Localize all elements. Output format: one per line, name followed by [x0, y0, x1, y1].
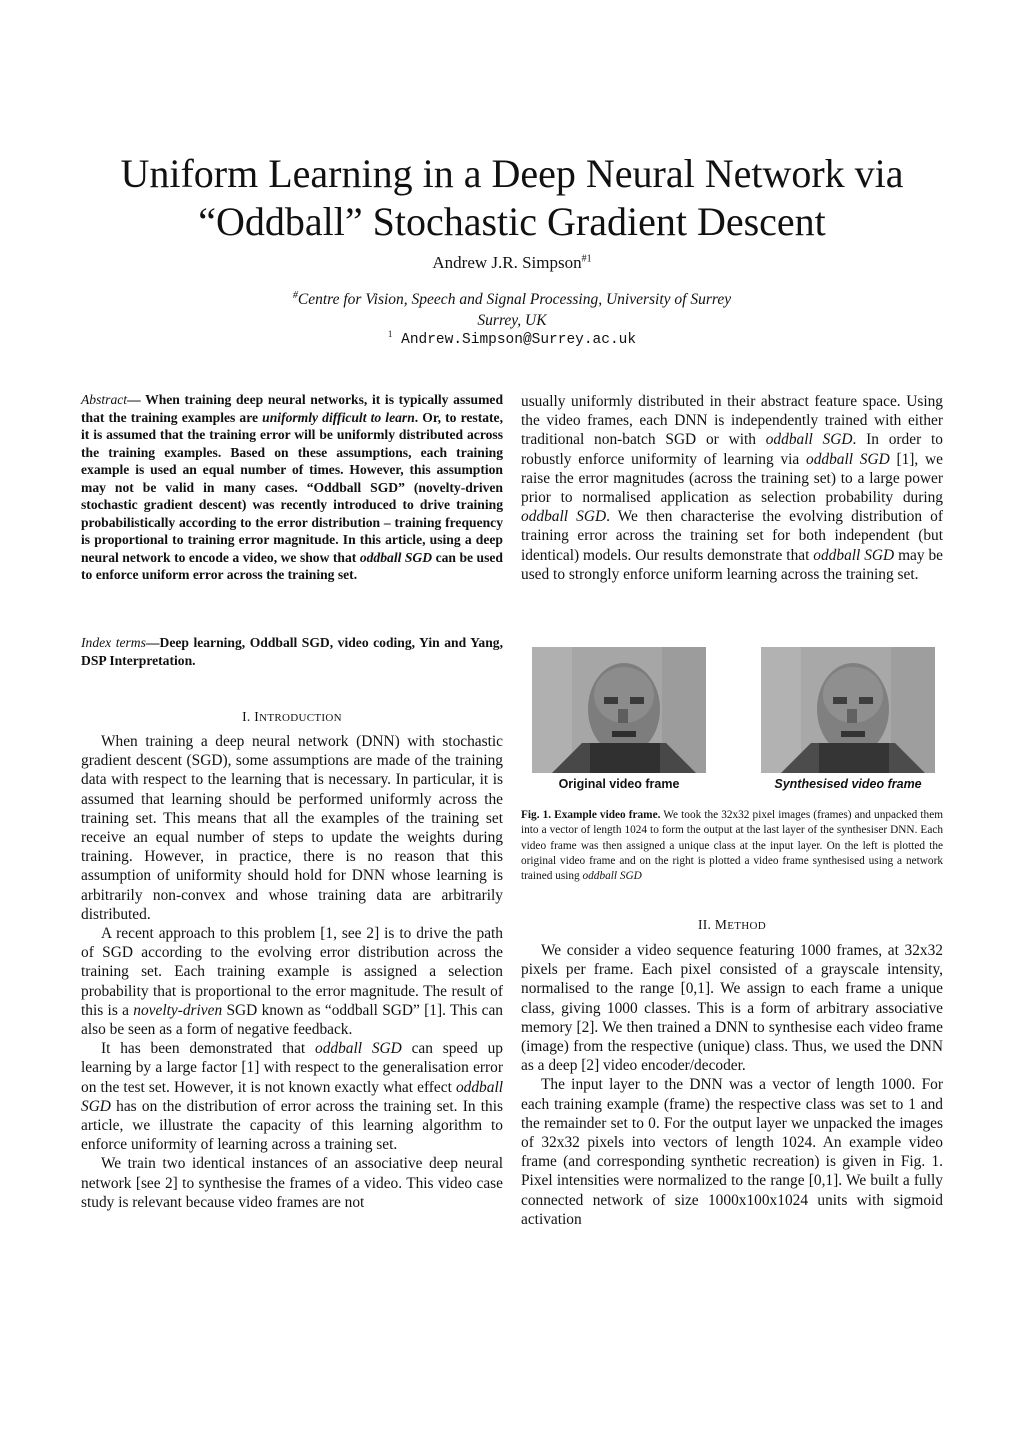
original-video-frame-image — [532, 647, 706, 773]
index-terms — [81, 634, 503, 670]
intro-paragraph-1: When training a deep neural network (DNN) with stochastic gradient descent (SGD), some assumptions are made of the training data with respect to the learning that is necessary. In particular, it is assumed that learning should be performed uniformly across the training set. This means that all the examples of the training set receive an equal number of steps to update the weights during training. However, in practice, there is no reason that this assumption of uniformity should hold for DNN whose learning is arbitrarily non-convex and whose training data are arbitrarily distributed. — [81, 733, 503, 923]
face-illustration-synthesised — [761, 647, 935, 773]
title-line-2: “Oddball” Stochastic Gradient Descent — [198, 199, 826, 244]
section-heading-method — [521, 917, 943, 933]
face-illustration-original — [532, 647, 706, 773]
intro-paragraph-4: We train two identical instances of an associative deep neural network [see 2] to synthesise the frames of a video. This video case study is relevant because video frames are not — [81, 1155, 503, 1211]
section-heading-introduction — [81, 709, 503, 725]
method-paragraph-1: We consider a video sequence featuring 1000 frames, at 32x32 pixels per frame. Each pixel consisted of a grayscale intensity, normalised to the range [0,1]. We assign to each frame a unique class, giving 1000 classes. This is a form of arbitrary associative memory [2]. We then trained a DNN to synthesise each video frame (image) from the respective (unique) class. Thus, we used the DNN as a deep [2] video encoder/decoder. — [521, 942, 943, 1075]
abstract-text-3: can be used to enforce uniform error across the training set. — [81, 549, 503, 582]
caption-text: We took the 32x32 pixel images (frames) and unpacked them into a vector of length 1024 to form the output at the last layer of the synthesiser DNN. Each video frame was then assigned a unique class at the input layer. On the left is plotted the original video frame and on the right is plotted a video frame synthesised using a network trained using — [521, 809, 944, 883]
affiliation-mark: # — [292, 290, 298, 301]
email-address: Andrew.Simpson@Surrey.ac.uk — [401, 331, 637, 348]
introduction-body — [81, 732, 503, 1212]
affiliation-line-1: Centre for Vision, Speech and Signal Processing, University of Surrey — [297, 291, 732, 309]
author-name: Andrew J.R. Simpson — [432, 253, 582, 272]
figure-label-synthesised: Synthesised video frame — [774, 777, 922, 791]
intro-paragraph-2: A recent approach to this problem [1, see 2] is to drive the path of SGD according to the evolving error distribution across the training set. Each training example is assigned a selection probability that is proportional to the error magnitude. The result of this is a novelty-driven SGD known as “oddball SGD” [1]. This can also be seen as a form of negative feedback. — [81, 925, 503, 1039]
abstract-text-2: . Or, to restate, it is assumed that the training error will be uniformly distributed across the training examples. Based on these assumptions, each training example is used an equal number of times. However, this assumption may not be valid in many cases. “Oddball SGD” (novelty-driven stochastic gradient descent) was recently introduced to drive training probabilistically according to the error distribution – training frequency is proportional to training error magnitude. In this article, using a deep neural network to encode a video, we show that — [81, 409, 503, 565]
figure-label-original: Original video frame — [558, 777, 680, 791]
abstract-text-1: When training deep neural networks, it is typically assumed that the training examples are — [81, 392, 504, 425]
section-number: II. — [697, 917, 715, 932]
intro-continuation: usually uniformly distributed in their abstract feature space. Using the video frames, each DNN is independently trained with either traditional non-batch SGD or with oddball SGD. In order to robustly enforce uniformity of learning via oddball SGD [1], we raise the error magnitudes (across the training set) to a large power prior to normalised application as selection probability during oddball SGD. We then characterise the evolving distribution of training error across the training set for both independent (but identical) models. Our results demonstrate that oddball SGD may be used to strongly enforce uniform learning across the training set. — [521, 393, 943, 583]
email-mark: 1 — [387, 329, 393, 339]
abstract-emphasis-1: uniformly difficult to learn — [262, 409, 415, 425]
section-rest: ETHOD — [727, 920, 767, 932]
index-terms-text: —Deep learning, Oddball SGD, video coding, Yin and Yang, DSP Interpretation. — [81, 635, 503, 668]
title-line-1: Uniform Learning in a Deep Neural Network via — [120, 151, 904, 196]
intro-paragraph-3: It has been demonstrated that oddball SGD can speed up learning by a large factor [1] with respect to the generalisation error on the test set. However, it is not known exactly what effect oddball SGD has on the distribution of error across the training set. In this article, we illustrate the capacity of this learning algorithm to enforce uniformity of learning across a training set. — [81, 1040, 503, 1154]
figure-caption — [521, 808, 943, 884]
caption-head: Fig. 1. Example video frame. — [521, 809, 661, 821]
abstract — [81, 391, 503, 584]
index-terms-label: Index terms — [81, 635, 146, 650]
paper-title — [0, 150, 1024, 246]
synthesised-video-frame-image — [761, 647, 935, 773]
method-paragraph-2: The input layer to the DNN was a vector of length 1000. For each training example (frame) the respective class was set to 1 and the remainder set to 0. For the output layer we unpacked the images of 32x32 pixels into vectors of length 1024. An example video frame (and corresponding synthetic recreation) is given in Fig. 1. Pixel intensities were normalized to the range [0,1]. We built a fully connected network of size 1000x100x1024 units with sigmoid activation — [521, 1076, 943, 1228]
section-first-letter: I — [254, 709, 260, 724]
author — [0, 253, 1024, 273]
email — [0, 329, 1024, 348]
abstract-emphasis-2: oddball SGD — [359, 549, 433, 565]
caption-emphasis: oddball SGD — [582, 870, 642, 883]
section-rest: NTRODUCTION — [259, 712, 342, 724]
section-first-letter: M — [714, 917, 728, 932]
affiliation-line-2: Surrey, UK — [477, 312, 547, 330]
section-number: I. — [242, 709, 255, 724]
abstract-dash: — — [127, 392, 146, 407]
affiliation — [0, 285, 1024, 331]
method-body — [521, 941, 943, 1229]
author-mark: #1 — [581, 253, 592, 265]
abstract-label: Abstract — [81, 392, 128, 407]
